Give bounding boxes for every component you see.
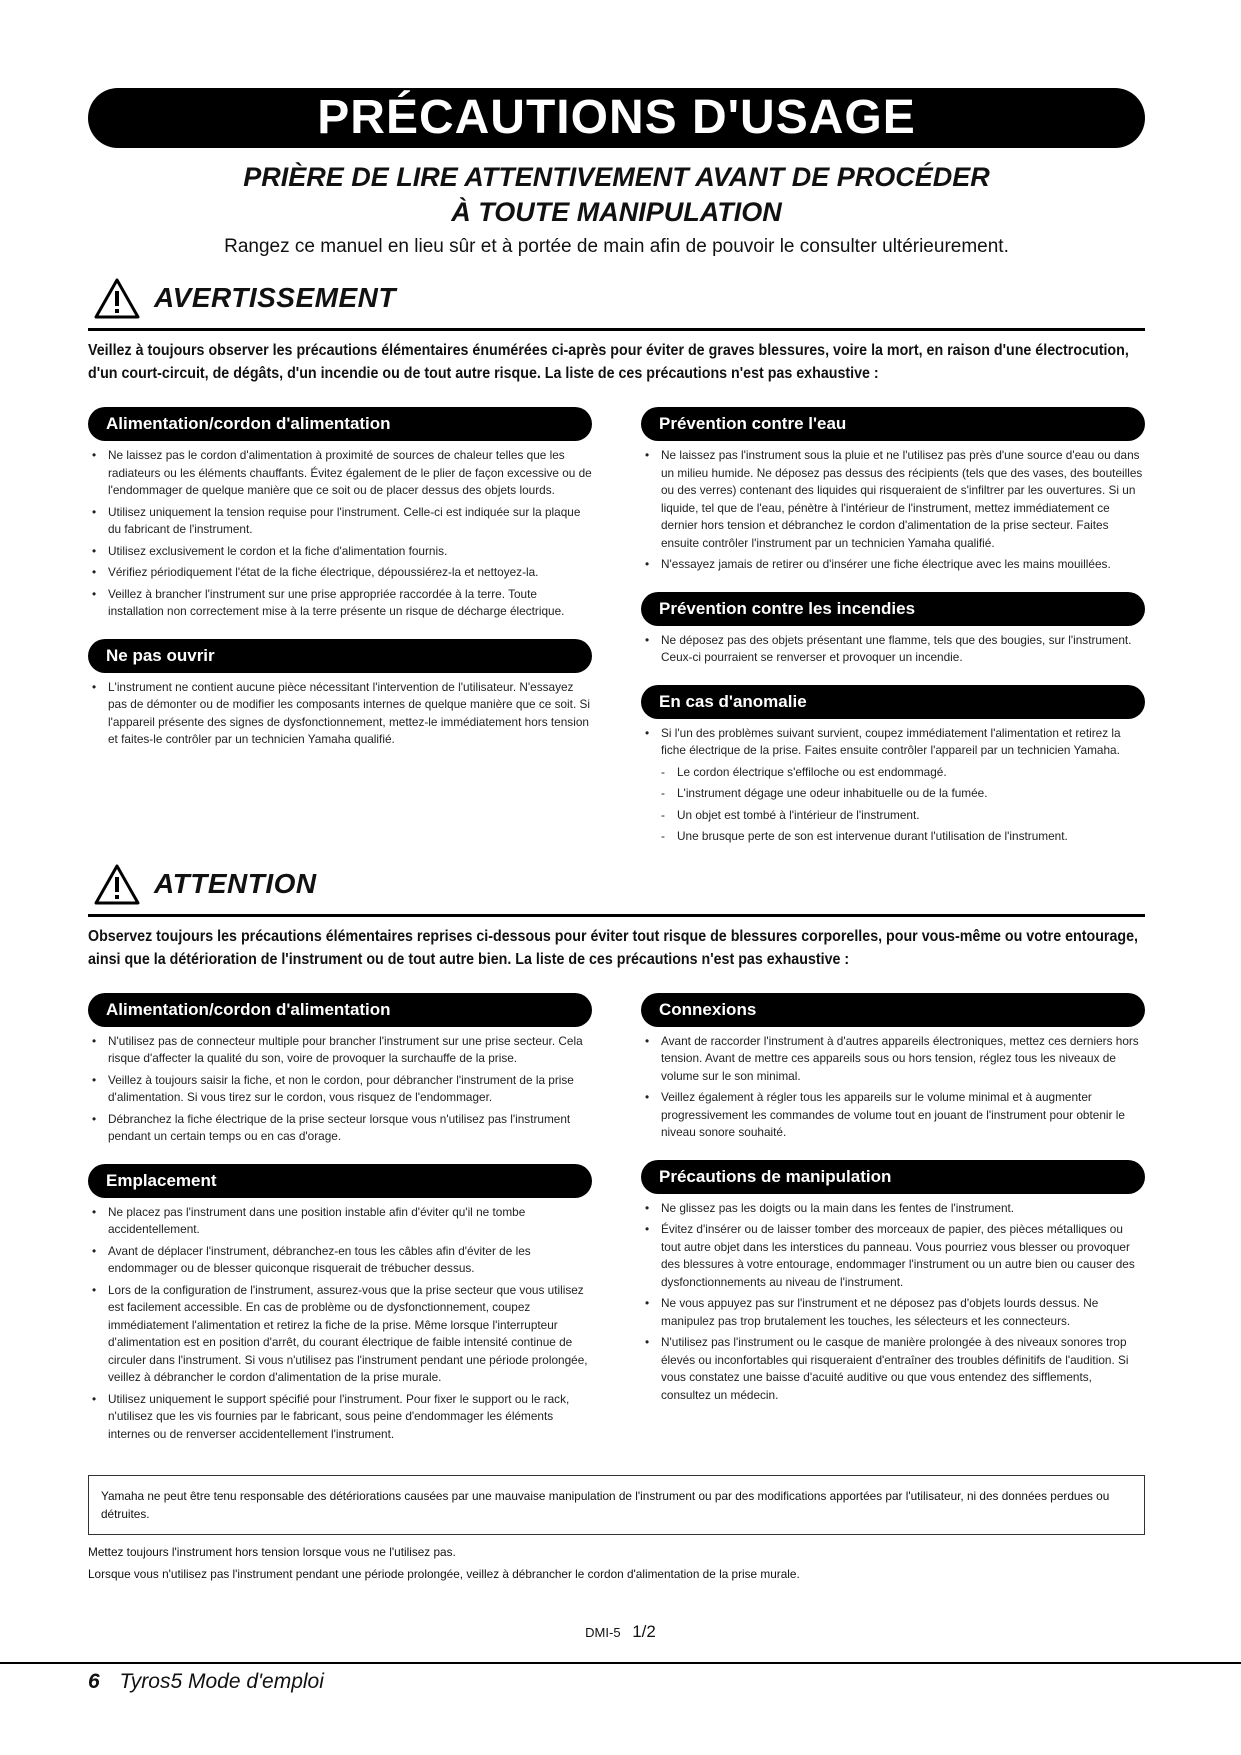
attention-power-title: Alimentation/cordon d'alimentation: [88, 993, 592, 1027]
warning-intro: Veillez à toujours observer les précautions élémentaires énumérées ci-après pour éviter de graves blessures, voire la mort, en raison d'une électrocution, d'un court-circuit, de dégâts, d'un incendie ou de tout autre risque. La liste de ces précautions n'est pas exhaustive :: [88, 342, 1129, 382]
warning-fire-box: [641, 592, 1145, 667]
list-item: • Évitez d'insérer ou de laisser tomber des morceaux de papier, des pièces métalliques ou tout autre objet dans les interstices du panneau. Vous pourriez vous blesser ou provoquer des blessures à votre entourage, endommager l'instrument ou un autre bien ou causer des dysfonctionnements au niveau de l'instrument.: [641, 1221, 1145, 1291]
keep-manual-note: Rangez ce manuel en lieu sûr et à portée de main afin de pouvoir le consulter ultérieurement.: [224, 236, 1009, 257]
attention-left-column: [88, 993, 592, 1462]
list-item: • N'utilisez pas de connecteur multiple pour brancher l'instrument sur une prise secteur. Cela risque d'affecter la qualité du son, voire de provoquer la surchauffe de la prise.: [88, 1033, 592, 1068]
list-item: • L'instrument ne contient aucune pièce nécessitant l'intervention de l'utilisateur. N'essayez pas de démonter ou de modifier les composants internes de quelque manière que ce soit. Si l'appareil présente des signes de dysfonctionnement, mettez-le immédiatement hors tension et faites-le contrôler par un technicien Yamaha qualifié.: [88, 679, 592, 749]
doc-code: DMI-5: [585, 1625, 621, 1640]
list-item: • N'essayez jamais de retirer ou d'insérer une fiche électrique avec les mains mouillées.: [641, 556, 1145, 574]
attention-handling-title: Précautions de manipulation: [641, 1160, 1145, 1194]
subtitle: [88, 160, 1145, 230]
warning-fire-title: Prévention contre les incendies: [641, 592, 1145, 626]
list-item: • Ne vous appuyez pas sur l'instrument et ne déposez pas d'objets lourds dessus. Ne manipulez pas trop brutalement les touches, les sélecteurs et les connecteurs.: [641, 1295, 1145, 1330]
footer-divider: [0, 1662, 1241, 1664]
warning-right-column: [641, 407, 1145, 864]
page-title: PRÉCAUTIONS D'USAGE: [88, 88, 1145, 148]
attention-connections-box: [641, 993, 1145, 1142]
warning-left-column: [88, 407, 592, 864]
list-item: • Vérifiez périodiquement l'état de la fiche électrique, dépoussiérez-la et nettoyez-la.: [88, 564, 592, 582]
warning-power-box: [88, 407, 592, 621]
sub-list-item: - Le cordon électrique s'effiloche ou est endommagé.: [641, 764, 1145, 782]
precautions-page: [88, 88, 1145, 1583]
list-item: • Veillez à brancher l'instrument sur une prise appropriée raccordée à la terre. Toute installation non correctement mise à la terre présente un risque de décharge électrique.: [88, 586, 592, 621]
sub-list-item: - Une brusque perte de son est intervenue durant l'utilisation de l'instrument.: [641, 828, 1145, 846]
doc-page-fraction: 1/2: [632, 1622, 656, 1641]
sub-list-item: - Un objet est tombé à l'intérieur de l'instrument.: [641, 807, 1145, 825]
list-item: • Lors de la configuration de l'instrument, assurez-vous que la prise secteur que vous utilisez est facilement accessible. En cas de problème ou de dysfonctionnement, coupez immédiatement l'alimentation et retirez la fiche de la prise. Même lorsque l'interrupteur d'alimentation est en position d'arrêt, du courant électrique de faible intensité continue de circuler dans l'instrument. Si vous n'utilisez pas l'instrument pendant une période prolongée, veillez à débrancher le cordon d'alimentation de la prise murale.: [88, 1282, 592, 1387]
warning-triangle-icon: [94, 277, 140, 319]
list-item: • Ne laissez pas le cordon d'alimentation à proximité de sources de chaleur telles que les radiateurs ou les éléments chauffants. Évitez également de le plier de façon excessive ou de l'endommager de quelque manière que ce soit ou de placer dessus des objets lourds.: [88, 447, 592, 500]
sub-list-item: - L'instrument dégage une odeur inhabituelle ou de la fumée.: [641, 785, 1145, 803]
warning-open-box: [88, 639, 592, 749]
list-item: • Utilisez uniquement le support spécifié pour l'instrument. Pour fixer le support ou le rack, n'utilisez que les vis fournies par le fabricant, sous peine d'endommager les éléments internes ou de renverser accidentellement l'instrument.: [88, 1391, 592, 1444]
attention-connections-title: Connexions: [641, 993, 1145, 1027]
footer-title: Tyros5 Mode d'emploi: [119, 1670, 324, 1693]
page-footer: [88, 1670, 324, 1694]
subtitle-line-1: PRIÈRE DE LIRE ATTENTIVEMENT AVANT DE PROCÉDER: [243, 162, 990, 192]
list-item: • Si l'un des problèmes suivant survient, coupez immédiatement l'alimentation et retirez la fiche électrique de la prise. Faites ensuite contrôler l'appareil par un technicien Yamaha.: [641, 725, 1145, 760]
attention-intro: Observez toujours les précautions élémentaires reprises ci-dessous pour éviter tout risque de blessures corporelles, pour vous-même ou votre entourage, ainsi que la détérioration de l'instrument ou de tout autre bien. La liste de ces précautions n'est pas exhaustive :: [88, 927, 1139, 968]
list-item: • Utilisez exclusivement le cordon et la fiche d'alimentation fournis.: [88, 543, 592, 561]
warning-water-box: [641, 407, 1145, 574]
attention-location-title: Emplacement: [88, 1164, 592, 1198]
disclaimer-box: Yamaha ne peut être tenu responsable des détériorations causées par une mauvaise manipulation de l'instrument ou par des modifications apportées par l'utilisateur, ni des données perdues ou détruites.: [88, 1475, 1145, 1535]
warning-anomaly-title: En cas d'anomalie: [641, 685, 1145, 719]
attention-right-column: [641, 993, 1145, 1462]
warning-heading: [88, 272, 1145, 331]
warning-water-title: Prévention contre l'eau: [641, 407, 1145, 441]
list-item: • Ne déposez pas des objets présentant une flamme, tels que des bougies, sur l'instrument. Ceux-ci pourraient se renverser et provoquer un incendie.: [641, 632, 1145, 667]
power-off-note: Mettez toujours l'instrument hors tension lorsque vous ne l'utilisez pas.: [88, 1545, 456, 1559]
attention-location-box: [88, 1164, 592, 1444]
warning-open-title: Ne pas ouvrir: [88, 639, 592, 673]
attention-label: ATTENTION: [154, 867, 317, 899]
list-item: • Ne glissez pas les doigts ou la main dans les fentes de l'instrument.: [641, 1200, 1145, 1218]
list-item: • Ne placez pas l'instrument dans une position instable afin d'éviter qu'il ne tombe accidentellement.: [88, 1204, 592, 1239]
warning-power-title: Alimentation/cordon d'alimentation: [88, 407, 592, 441]
subtitle-line-2: À TOUTE MANIPULATION: [451, 197, 782, 227]
attention-power-box: [88, 993, 592, 1146]
document-code: [0, 1622, 1241, 1642]
list-item: • Utilisez uniquement la tension requise pour l'instrument. Celle-ci est indiquée sur la plaque du fabricant de l'instrument.: [88, 504, 592, 539]
list-item: • Ne laissez pas l'instrument sous la pluie et ne l'utilisez pas près d'une source d'eau ou dans un milieu humide. Ne déposez pas dessus des récipients (tels que des vases, des bouteilles ou des verres) contenant des liquides qui risqueraient de s'infiltrer par les ouvertures. Si un liquide, tel que de l'eau, pénètre à l'intérieur de l'instrument, mettez immédiatement ce dernier hors tension et débranchez le cordon d'alimentation de la prise secteur. Faites ensuite contrôler l'instrument par un technicien Yamaha qualifié.: [641, 447, 1145, 552]
list-item: • Avant de déplacer l'instrument, débranchez-en tous les câbles afin d'éviter de les endommager ou de blesser quiconque risquerait de trébucher dessus.: [88, 1243, 592, 1278]
list-item: • Avant de raccorder l'instrument à d'autres appareils électroniques, mettez ces derniers hors tension. Avant de mettre ces appareils sous ou hors tension, réglez tous les niveaux de volume sur le son minimal.: [641, 1033, 1145, 1086]
list-item: • Veillez également à régler tous les appareils sur le volume minimal et à augmenter progressivement les commandes de volume tout en jouant de l'instrument pour obtenir le niveau sonore souhaité.: [641, 1089, 1145, 1142]
footer-page-number: 6: [88, 1670, 100, 1693]
attention-handling-box: [641, 1160, 1145, 1405]
list-item: • Débranchez la fiche électrique de la prise secteur lorsque vous n'utilisez pas l'instrument pendant un certain temps ou en cas d'orage.: [88, 1111, 592, 1146]
list-item: • N'utilisez pas l'instrument ou le casque de manière prolongée à des niveaux sonores trop élevés ou inconfortables qui risqueraient d'entraîner des troubles définitifs de l'audition. Si vous constatez une baisse d'acuité auditive ou que vous entendez des sifflements, consultez un médecin.: [641, 1334, 1145, 1404]
warning-anomaly-box: [641, 685, 1145, 846]
unplug-note: Lorsque vous n'utilisez pas l'instrument pendant une période prolongée, veillez à débrancher le cordon d'alimentation de la prise murale.: [88, 1567, 800, 1581]
warning-label: AVERTISSEMENT: [154, 282, 396, 313]
attention-heading: [88, 858, 1145, 917]
list-item: • Veillez à toujours saisir la fiche, et non le cordon, pour débrancher l'instrument de la prise d'alimentation. Si vous tirez sur le cordon, vous risquez de l'endommager.: [88, 1072, 592, 1107]
caution-triangle-icon: [94, 863, 140, 905]
